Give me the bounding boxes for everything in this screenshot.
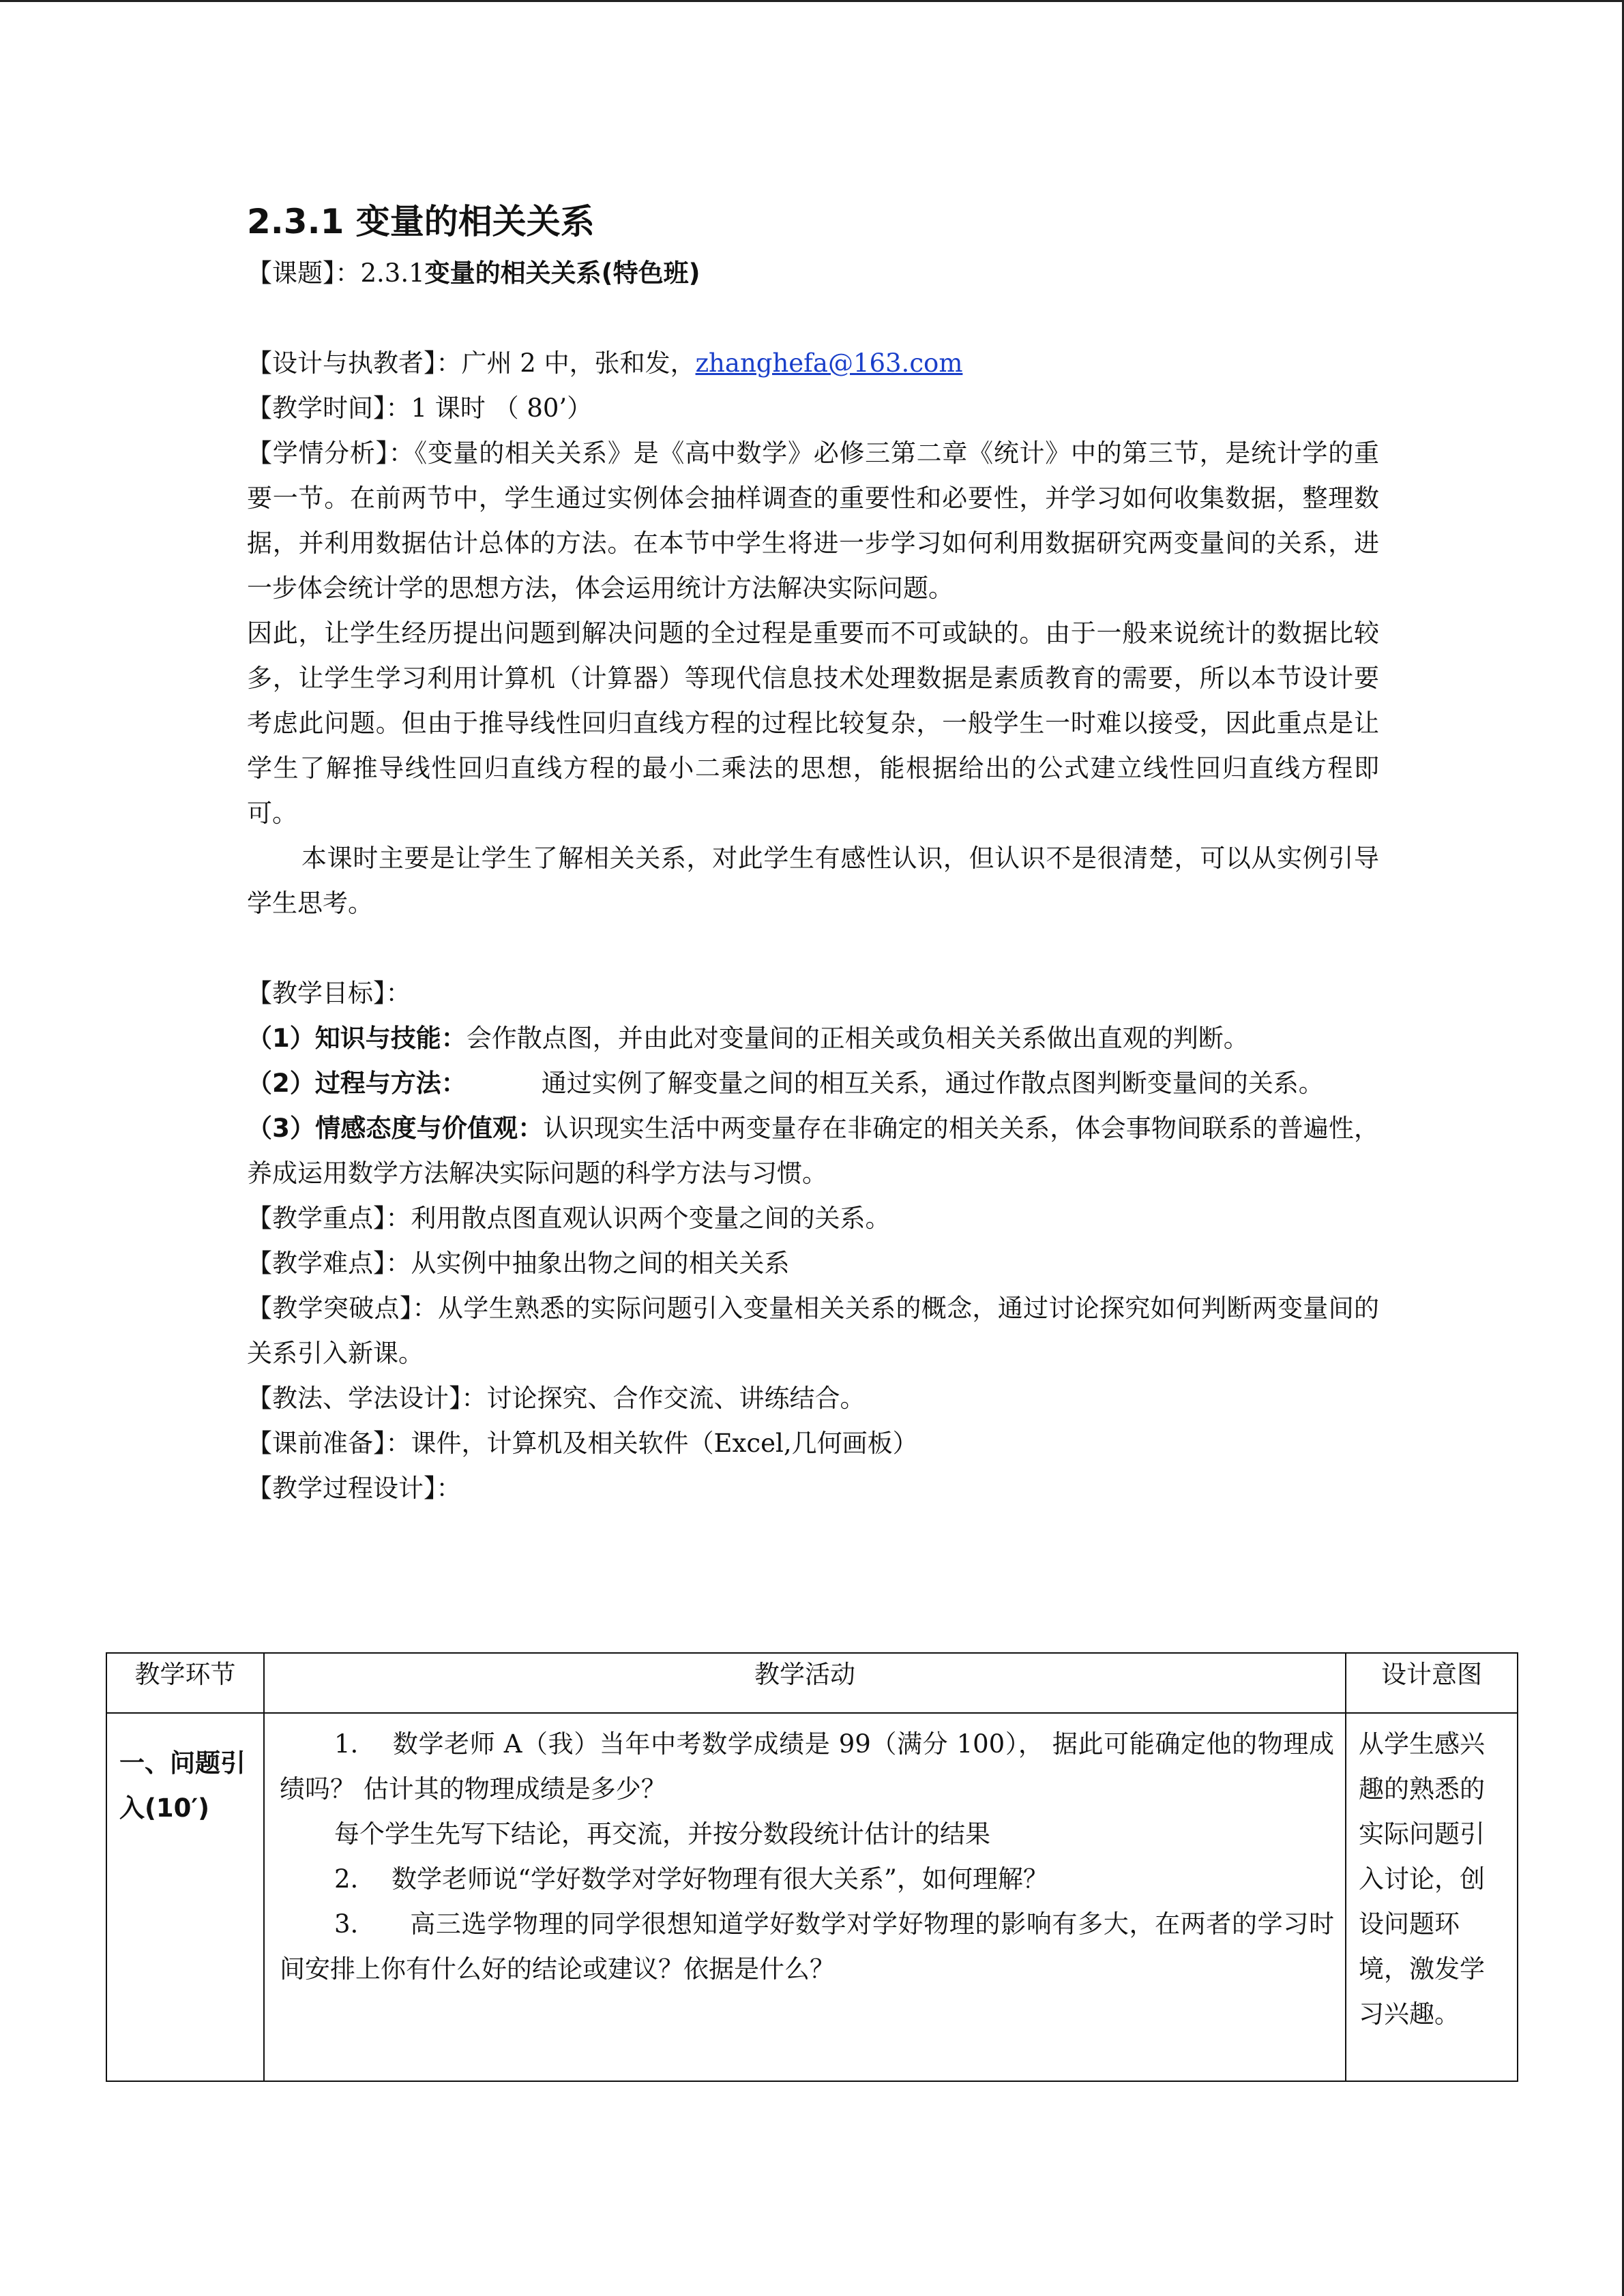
spacer [247, 926, 1379, 971]
breakthrough-label: 【教学突破点】： [247, 1294, 438, 1323]
intent-cell: 从学生感兴趣的熟悉的实际问题引入讨论，创设问题环境，激发学习兴趣。 [1346, 1713, 1518, 2081]
process-heading: 【教学过程设计】： [247, 1474, 462, 1503]
goal-2-label: （2）过程与方法： [247, 1069, 467, 1098]
activity-cell [264, 1713, 1346, 2081]
document-title: 2.3.1 变量的相关关系 [247, 202, 595, 241]
method-line [247, 1376, 1379, 1421]
goal-1-label: （1）知识与技能： [247, 1024, 467, 1053]
goals-heading: 【教学目标】： [247, 979, 411, 1008]
activity-item-2: 2. 数学老师说“学好数学对学好物理有很大关系”，如何理解？ [334, 1864, 1048, 1894]
goal-3 [247, 1106, 1379, 1196]
analysis-paragraph-2: 因此，让学生经历提出问题到解决问题的全过程是重要而不可或缺的。由于一般来说统计的数据比较多，让学生学习利用计算机（计算器）等现代信息技术处理数据是素质教育的需要，所以本节设计要考虑此问题。但由于推导线性回归直线方程的过程比较复杂，一般学生一时难以接受，因此重点是让学生了解推导线性回归直线方程的最小二乘法的思想，能根据给出的公式建立线性回归直线方程即可。 [247, 618, 1379, 828]
designer-line [247, 341, 1379, 386]
table-header-row [106, 1653, 1518, 1713]
breakthrough-paragraph [247, 1286, 1379, 1376]
header-intent: 设计意图 [1346, 1653, 1518, 1713]
time-label: 【教学时间】： [247, 393, 411, 423]
teaching-process-table [106, 1652, 1518, 2082]
goal-1-text: 会作散点图，并由此对变量间的正相关或负相关关系做出直观的判断。 [466, 1024, 1249, 1053]
header-stage: 教学环节 [106, 1653, 264, 1713]
goal-3-text: 认识现实生活中两变量存在非确定的相关关系，体会事物间联系的普遍性，养成运用数学方法解决实际问题的科学方法与习惯。 [247, 1114, 1379, 1188]
document-body [247, 198, 1379, 1511]
table-row [106, 1713, 1518, 2081]
goal-3-label: （3）情感态度与价值观： [247, 1114, 544, 1143]
prep-label: 【课前准备】： [247, 1429, 411, 1458]
analysis-label: 【学情分析】： [247, 438, 415, 468]
key-point-label: 【教学重点】： [247, 1204, 411, 1233]
analysis-text-1: 《变量的相关关系》是《高中数学》必修三第二章《统计》中的第三节，是统计学的重要一节。在前两节中，学生通过实例体会抽样调查的重要性和必要性，并学习如何收集数据，整理数据，并利用数据估计总体的方法。在本节中学生将进一步学习如何利用数据研究两变量间的关系，进一步体会统计学的思想方法，体会运用统计方法解决实际问题。 [247, 438, 1380, 603]
time-line [247, 386, 1379, 431]
designer-label: 【设计与执教者】： [247, 348, 462, 378]
key-point-line [247, 1196, 1379, 1241]
designer-value: 广州 2 中，张和发， [461, 348, 696, 378]
topic-line [247, 251, 1379, 296]
time-value: 1 课时 （ 80’） [411, 393, 593, 423]
activity-item-1: 1. 数学老师 A（我）当年中考数学成绩是 99（满分 100）， 据此可能确定他的物理成绩吗？ 估计其的物理成绩是多少？ [280, 1729, 1334, 1804]
breakthrough-value: 从学生熟悉的实际问题引入变量相关关系的概念，通过讨论探究如何判断两变量间的关系引入新课。 [247, 1294, 1380, 1368]
activity-item-3: 3. 高三选学物理的同学很想知道学好数学对学好物理的影响有多大，在两者的学习时间安排上你有什么好的结论或建议？依据是什么？ [280, 1909, 1334, 1984]
prep-line [247, 1421, 1379, 1466]
goal-2-text: 通过实例了解变量之间的相互关系，通过作散点图判断变量间的关系。 [541, 1069, 1324, 1098]
page-border-top [0, 0, 1624, 2]
prep-value: 课件，计算机及相关软件（Excel,几何画板） [411, 1429, 918, 1458]
designer-email-link[interactable]: zhanghefa@163.com [695, 348, 963, 378]
difficulty-label: 【教学难点】： [247, 1249, 411, 1278]
method-label: 【教法、学法设计】： [247, 1384, 487, 1413]
topic-label: 【课题】：2.3.1 [247, 258, 425, 288]
analysis-paragraph-1 [247, 431, 1379, 611]
spacer [247, 296, 1379, 341]
goal-2 [247, 1061, 1379, 1106]
analysis-paragraph-3: 本课时主要是让学生了解相关关系，对此学生有感性认识，但认识不是很清楚，可以从实例引导学生思考。 [247, 844, 1379, 918]
difficulty-line [247, 1241, 1379, 1286]
header-activity: 教学活动 [264, 1653, 1346, 1713]
stage-cell: 一、问题引入(10′) [106, 1713, 264, 2081]
activity-item-1b: 每个学生先写下结论，再交流，并按分数段统计估计的结果 [334, 1819, 990, 1849]
topic-value: 变量的相关关系(特色班) [424, 258, 700, 288]
method-value: 讨论探究、合作交流、讲练结合。 [486, 1384, 866, 1413]
goal-1 [247, 1016, 1379, 1061]
key-point-value: 利用散点图直观认识两个变量之间的关系。 [411, 1204, 891, 1233]
difficulty-value: 从实例中抽象出物之间的相关关系 [411, 1249, 790, 1278]
